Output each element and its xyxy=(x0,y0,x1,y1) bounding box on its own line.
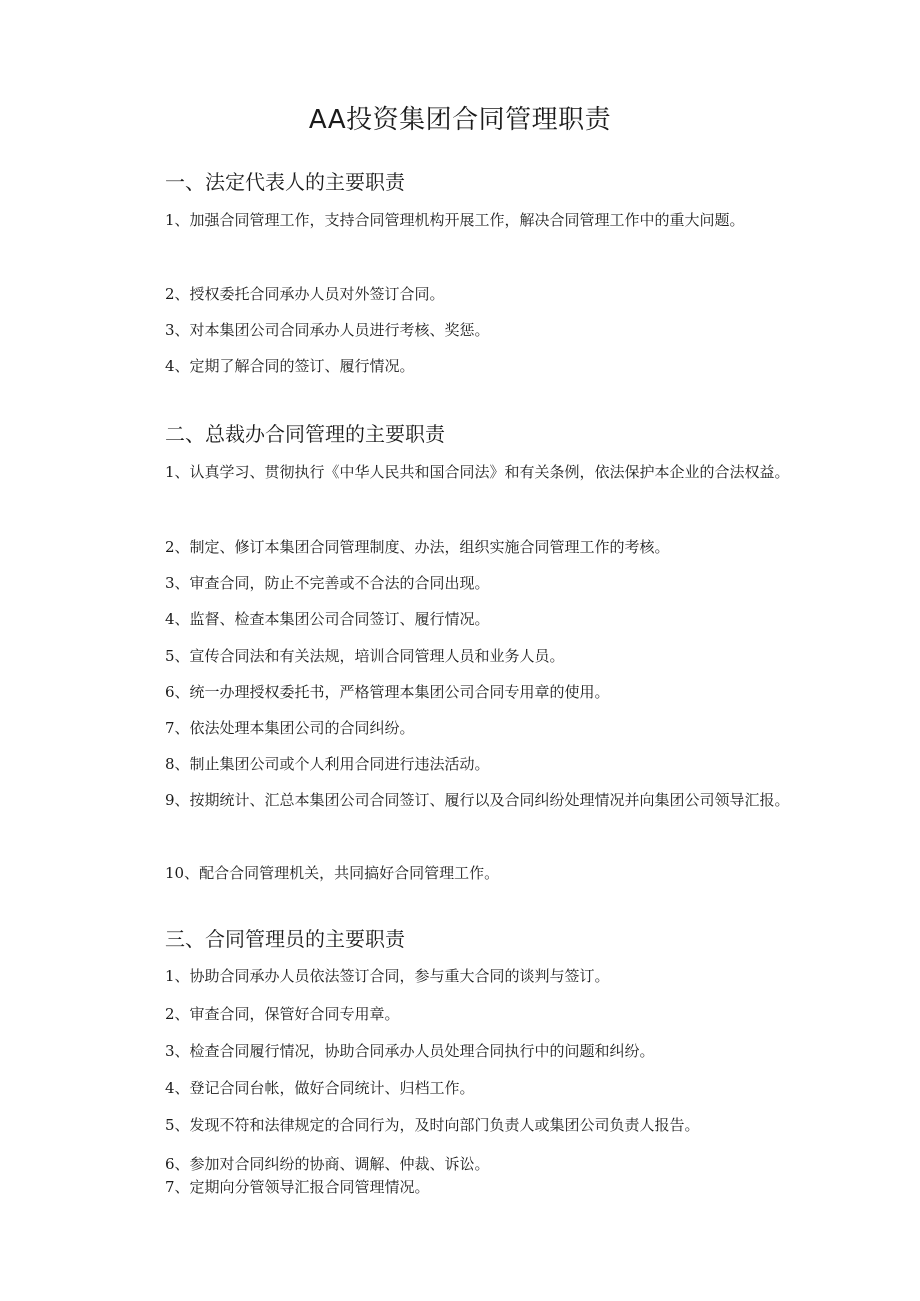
list-item: 2、授权委托合同承办人员对外签订合同。 xyxy=(165,285,445,303)
section-heading: 一、法定代表人的主要职责 xyxy=(165,170,405,194)
list-item: 4、登记合同台帐，做好合同统计、归档工作。 xyxy=(165,1079,475,1097)
list-item: 6、参加对合同纠纷的协商、调解、仲裁、诉讼。 xyxy=(165,1155,490,1173)
list-item: 2、审查合同，保管好合同专用章。 xyxy=(165,1005,400,1023)
list-item: 4、定期了解合同的签订、履行情况。 xyxy=(165,357,415,375)
list-item: 9、按期统计、汇总本集团公司合同签订、履行以及合同纠纷处理情况并向集团公司领导汇报。 xyxy=(165,791,790,809)
list-item: 3、对本集团公司合同承办人员进行考核、奖惩。 xyxy=(165,321,490,339)
list-item: 5、发现不符和法律规定的合同行为，及时向部门负责人或集团公司负责人报告。 xyxy=(165,1116,700,1134)
list-item: 4、监督、检查本集团公司合同签订、履行情况。 xyxy=(165,610,490,628)
document-title: AA投资集团合同管理职责 xyxy=(308,105,612,135)
list-item: 6、统一办理授权委托书，严格管理本集团公司合同专用章的使用。 xyxy=(165,683,610,701)
list-item: 3、审查合同，防止不完善或不合法的合同出现。 xyxy=(165,574,490,592)
list-item: 10、配合合同管理机关，共同搞好合同管理工作。 xyxy=(165,864,500,882)
list-item: 3、检查合同履行情况，协助合同承办人员处理合同执行中的问题和纠纷。 xyxy=(165,1042,655,1060)
list-item: 8、制止集团公司或个人利用合同进行违法活动。 xyxy=(165,755,490,773)
list-item: 7、定期向分管领导汇报合同管理情况。 xyxy=(165,1178,430,1196)
section-heading: 三、合同管理员的主要职责 xyxy=(165,927,405,951)
list-item: 1、协助合同承办人员依法签订合同，参与重大合同的谈判与签订。 xyxy=(165,967,610,985)
list-item: 1、认真学习、贯彻执行《中华人民共和国合同法》和有关条例，依法保护本企业的合法权益。 xyxy=(165,463,790,481)
list-item: 2、制定、修订本集团合同管理制度、办法，组织实施合同管理工作的考核。 xyxy=(165,538,670,556)
list-item: 1、加强合同管理工作，支持合同管理机构开展工作，解决合同管理工作中的重大问题。 xyxy=(165,211,745,229)
list-item: 5、宣传合同法和有关法规，培训合同管理人员和业务人员。 xyxy=(165,647,565,665)
section-heading: 二、总裁办合同管理的主要职责 xyxy=(165,422,445,446)
list-item: 7、依法处理本集团公司的合同纠纷。 xyxy=(165,719,415,737)
